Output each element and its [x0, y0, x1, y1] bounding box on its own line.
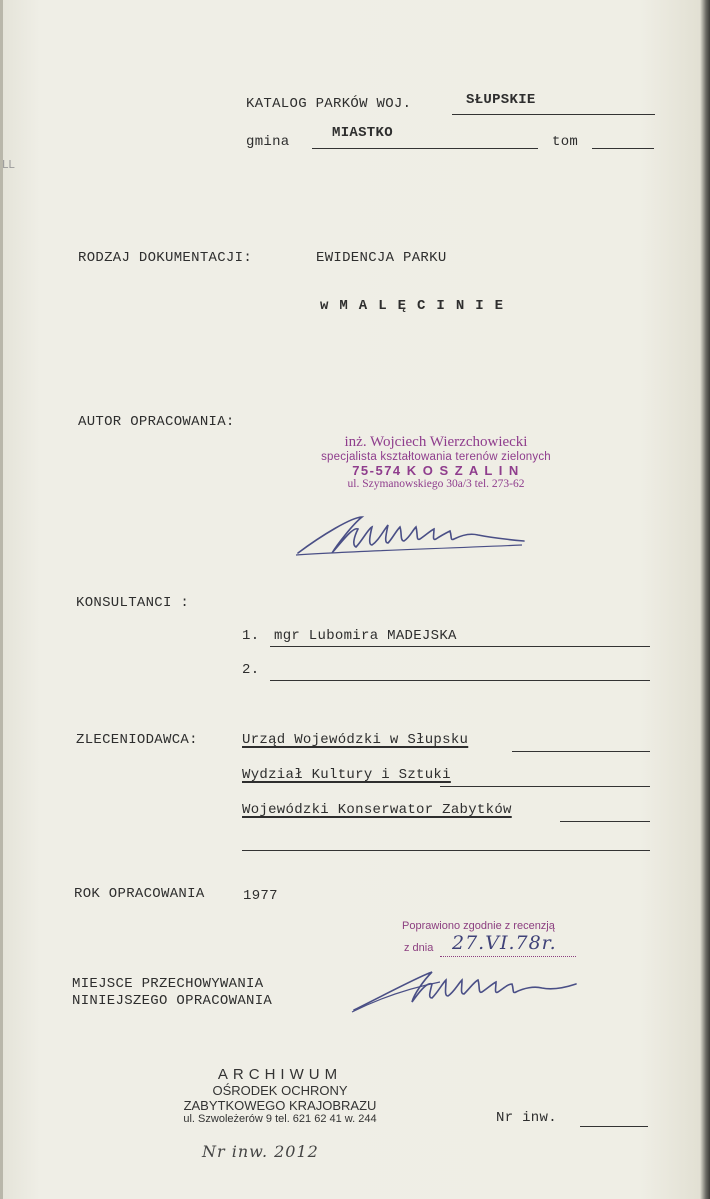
- miejsce-line-1: MIEJSCE PRZECHOWYWANIA: [72, 976, 264, 992]
- archive-title: ARCHIWUM: [217, 1066, 343, 1083]
- gmina-line: [312, 148, 538, 149]
- wojewodztwo-value: SŁUPSKIE: [466, 92, 536, 108]
- konsultant-1-value: mgr Lubomira MADEJSKA: [274, 628, 457, 644]
- author-stamp: [318, 434, 554, 490]
- zleceniodawca-line-3: Wojewódzki Konserwator Zabytków: [242, 802, 512, 818]
- stamp-address: ul. Szymanowskiego 30a/3 tel. 273-62: [347, 478, 525, 490]
- tom-label: tom: [552, 134, 579, 150]
- margin-mark: LL: [2, 158, 15, 171]
- gmina-label: gmina: [246, 134, 290, 150]
- gmina-value: MIASTKO: [332, 125, 393, 141]
- author-signature: [292, 505, 532, 565]
- zleceniodawca-line-1: Urząd Wojewódzki w Słupsku: [242, 732, 469, 748]
- archive-line-4: ul. Szwoleżerów 9 tel. 621 62 41 w. 244: [183, 1113, 377, 1125]
- binding-edge: [0, 0, 3, 1199]
- rodzaj-label: RODZAJ DOKUMENTACJI:: [78, 250, 253, 266]
- archive-line-2: OŚRODEK OCHRONY: [212, 1083, 348, 1098]
- autor-label: AUTOR OPRACOWANIA:: [78, 414, 235, 430]
- katalog-label: KATALOG PARKÓW WOJ.: [246, 96, 412, 112]
- rodzaj-value-location: w M A L Ę C I N I E: [320, 298, 504, 314]
- archive-stamp: [160, 1066, 400, 1125]
- zleceniodawca-line-4-rule: [242, 850, 650, 851]
- zleceniodawca-line-1-rule: [512, 751, 650, 752]
- stamp-spec: specjalista kształtowania terenów zielonych: [321, 451, 551, 463]
- archive-line-3: ZABYTKOWEGO KRAJOBRAZU: [183, 1098, 377, 1113]
- rodzaj-value: EWIDENCJA PARKU: [316, 250, 447, 266]
- poprawiono-date-line: [440, 956, 576, 957]
- zleceniodawca-line-3-rule: [560, 821, 650, 822]
- stamp-name: inż. Wojciech Wierzchowiecki: [344, 434, 528, 450]
- nr-inw-line: [580, 1126, 648, 1127]
- konsultant-1-line: [270, 646, 650, 647]
- konsultant-1-num: 1.: [242, 628, 260, 644]
- rok-value: 1977: [243, 888, 278, 904]
- archive-handwritten-number: Nr inw. 2012: [202, 1142, 319, 1161]
- nr-inw-label: Nr inw.: [496, 1110, 557, 1126]
- konsultant-2-line: [270, 680, 650, 681]
- stamp-city: 75-574 K O S Z A L I N: [352, 463, 520, 478]
- konsultanci-label: KONSULTANCI :: [76, 595, 190, 611]
- zleceniodawca-line-2: Wydział Kultury i Sztuki: [242, 767, 451, 783]
- poprawiono-prefix: z dnia: [404, 942, 434, 954]
- poprawiono-date: 27.VI.78r.: [452, 932, 557, 954]
- poprawiono-line-1: Poprawiono zgodnie z recenzją: [402, 920, 555, 932]
- konsultant-2-num: 2.: [242, 662, 260, 678]
- miejsce-line-2: NINIEJSZEGO OPRACOWANIA: [72, 993, 273, 1009]
- wojewodztwo-line: [452, 114, 655, 115]
- tom-line: [592, 148, 654, 149]
- zleceniodawca-line-2-rule: [440, 786, 650, 787]
- rok-label: ROK OPRACOWANIA: [74, 886, 205, 902]
- correction-signature: [350, 958, 590, 1018]
- zleceniodawca-label: ZLECENIODAWCA:: [76, 732, 198, 748]
